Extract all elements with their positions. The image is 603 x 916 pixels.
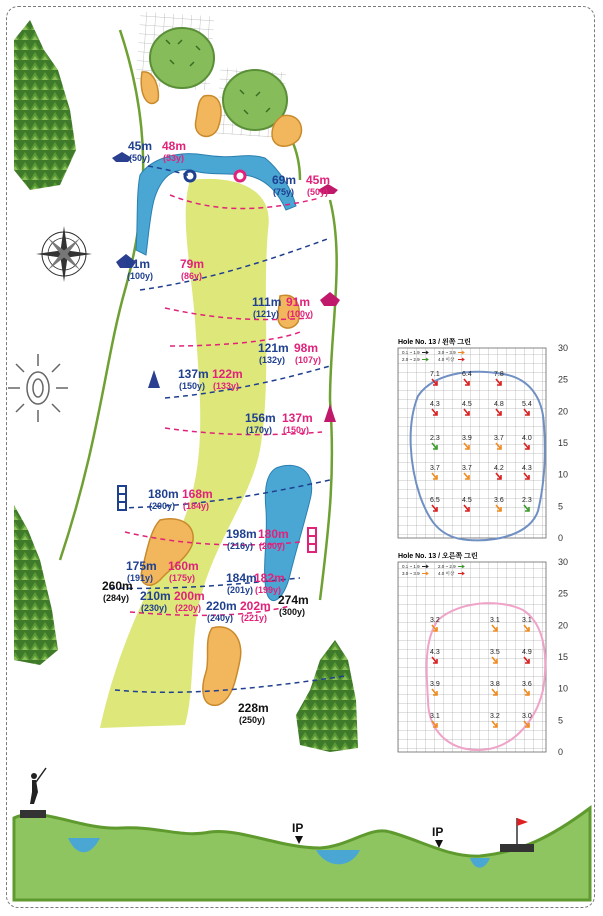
green-right-slope-panel [398, 551, 568, 757]
distance-label [238, 701, 269, 725]
distance-label [294, 341, 321, 365]
distance-yards: (200y) [149, 501, 176, 511]
distance-yards: (150y) [179, 381, 206, 391]
slope-value: 3.7 [494, 435, 504, 442]
axis-tick-label: 15 [558, 438, 569, 448]
slope-value: 3.9 [430, 681, 440, 688]
axis-tick-label: 30 [558, 343, 569, 353]
slope-value: 3.0 [522, 713, 532, 720]
distance-label [148, 487, 179, 511]
golfer-icon [30, 768, 46, 804]
distance-meters: 180m [148, 487, 179, 501]
distance-yards: (175y) [169, 573, 196, 583]
axis-tick-label: 5 [558, 715, 564, 726]
green-right-title: Hole No. 13 / 오른쪽 그린 [398, 553, 478, 560]
distance-label [258, 527, 289, 551]
distance-yards: (75y) [273, 187, 295, 197]
distance-yards: (221y) [241, 613, 268, 623]
distance-meters: 91m [126, 257, 151, 271]
axis-tick-label: 20 [558, 620, 569, 631]
distance-meters: 274m [278, 593, 309, 607]
slope-value: 3.5 [490, 649, 500, 656]
distance-label [128, 139, 152, 163]
distance-yards: (150y) [283, 425, 310, 435]
distance-label [226, 527, 257, 551]
distance-meters: 48m [162, 139, 187, 153]
distance-meters: 45m [306, 173, 331, 187]
distance-meters: 91m [286, 295, 311, 309]
ip-marker-1 [292, 821, 303, 844]
slope-value: 3.6 [522, 681, 532, 688]
distance-meters: 160m [168, 559, 199, 573]
distance-meters: 111m [252, 295, 282, 309]
slope-value: 3.6 [494, 497, 504, 504]
axis-tick-label: 10 [558, 469, 569, 480]
distance-yards: (53y) [163, 153, 185, 163]
distance-label [254, 571, 285, 595]
distance-yards: (240y) [207, 613, 234, 623]
distance-meters: 45m [128, 139, 153, 153]
distance-yards: (170y) [246, 425, 273, 435]
distance-meters: 210m [140, 589, 171, 603]
distance-meters: 202m [240, 599, 271, 613]
slope-value: 3.1 [430, 713, 440, 720]
distance-label [182, 487, 213, 511]
distance-yards: (86y) [181, 271, 203, 281]
distance-meters: 79m [180, 257, 205, 271]
distance-yards: (133y) [213, 381, 240, 391]
axis-tick-label: 5 [558, 501, 564, 512]
distance-meters: 260m [102, 579, 133, 593]
distance-label [282, 411, 313, 435]
distance-meters: 198m [226, 527, 257, 541]
slope-value: 3.2 [430, 617, 440, 624]
axis-tick-label: 0 [558, 533, 564, 543]
sun-icon [8, 354, 68, 422]
distance-yards: (300y) [279, 607, 306, 617]
axis-tick-label: 10 [558, 683, 569, 694]
distance-yards: (132y) [259, 355, 286, 365]
distance-meters: 182m [254, 571, 285, 585]
slope-value: 4.8 [494, 401, 504, 408]
distance-yards: (50y) [307, 187, 329, 197]
slope-value: 4.2 [494, 465, 504, 472]
axis-tick-label: 25 [558, 374, 569, 385]
slope-value: 3.7 [462, 465, 472, 472]
distance-yards: (107y) [295, 355, 322, 365]
distance-meters: 220m [206, 599, 237, 613]
slope-value: 3.1 [490, 617, 500, 624]
distance-label [102, 579, 133, 603]
slope-value: 4.3 [430, 401, 440, 408]
slope-value: 7.1 [430, 371, 440, 378]
distance-label [126, 257, 153, 281]
pin-blue-flag [185, 171, 195, 181]
ip-marker-2 [432, 825, 443, 848]
slope-value: 4.3 [430, 649, 440, 656]
slope-value: 3.2 [490, 713, 500, 720]
distance-label [272, 173, 296, 197]
green-left-slope-panel [398, 337, 568, 543]
distance-meters: 200m [174, 589, 205, 603]
distance-yards: (50y) [129, 153, 151, 163]
distance-label [168, 559, 199, 583]
svg-text:IP: IP [292, 821, 304, 835]
tree-cluster-right-bottom [296, 640, 358, 752]
tree-cluster-left-bottom [14, 505, 58, 665]
distance-label [180, 257, 204, 281]
distance-label [206, 599, 237, 623]
green-left-title: Hole No. 13 / 왼쪽 그린 [398, 339, 471, 346]
slope-value: 6.5 [430, 497, 440, 504]
distance-yards: (200y) [259, 541, 286, 551]
slope-value: 4.9 [522, 649, 532, 656]
distance-meters: 180m [258, 527, 289, 541]
distance-meters: 122m [212, 367, 243, 381]
distance-yards: (216y) [227, 541, 254, 551]
green-right-axis [558, 557, 568, 757]
distance-label [212, 367, 243, 391]
slope-value: 3.8 [490, 681, 500, 688]
distance-label [226, 571, 257, 595]
distance-meters: 168m [182, 487, 213, 501]
slope-value: 7.8 [494, 371, 504, 378]
distance-yards: (199y) [255, 585, 282, 595]
slope-value: 2.3 [430, 435, 440, 442]
distance-meters: 121m [258, 341, 289, 355]
slope-value: 6.4 [462, 371, 472, 378]
distance-yards: (121y) [253, 309, 280, 319]
slope-value: 3.7 [430, 465, 440, 472]
distance-label [258, 341, 289, 365]
distance-yards: (284y) [103, 593, 130, 603]
distance-meters: 137m [282, 411, 313, 425]
slope-value: 2.3 [522, 497, 532, 504]
distance-yards: (230y) [141, 603, 168, 613]
axis-tick-label: 30 [558, 557, 569, 567]
distance-yards: (184y) [183, 501, 210, 511]
distance-yards: (250y) [239, 715, 266, 725]
slope-value: 5.4 [522, 401, 532, 408]
distance-label [240, 599, 271, 623]
axis-tick-label: 0 [558, 747, 564, 757]
slope-value: 4.0 [522, 435, 532, 442]
slope-value: 4.3 [522, 465, 532, 472]
distance-label [162, 139, 186, 163]
distance-yards: (100y) [287, 309, 314, 319]
distance-label [174, 589, 205, 613]
axis-tick-label: 25 [558, 588, 569, 599]
distance-yards: (100y) [127, 271, 154, 281]
distance-meters: 175m [126, 559, 157, 573]
distance-meters: 228m [238, 701, 269, 715]
distance-meters: 137m [178, 367, 209, 381]
tree-cluster-left-top [14, 20, 76, 190]
axis-tick-label: 20 [558, 406, 569, 417]
distance-label [306, 173, 330, 197]
distance-label [286, 295, 313, 319]
distance-label [140, 589, 171, 613]
distance-label [245, 411, 276, 435]
distance-yards: (191y) [127, 573, 154, 583]
slope-value: 4.5 [462, 497, 472, 504]
distance-label [252, 295, 281, 319]
svg-text:IP: IP [432, 825, 444, 839]
axis-tick-label: 15 [558, 652, 569, 662]
distance-meters: 98m [294, 341, 319, 355]
compass-rose-icon [36, 226, 92, 282]
flag-icon [517, 818, 528, 844]
slope-value: 4.5 [462, 401, 472, 408]
pin-pink-flag [235, 171, 245, 181]
distance-meters: 69m [272, 173, 297, 187]
slope-value: 3.9 [462, 435, 472, 442]
distance-label [278, 593, 309, 617]
distance-yards: (201y) [227, 585, 254, 595]
slope-value: 3.1 [522, 617, 532, 624]
distance-meters: 184m [226, 571, 257, 585]
distance-label [178, 367, 209, 391]
green-left-axis [558, 343, 568, 543]
distance-yards: (220y) [175, 603, 202, 613]
distance-meters: 156m [245, 411, 276, 425]
